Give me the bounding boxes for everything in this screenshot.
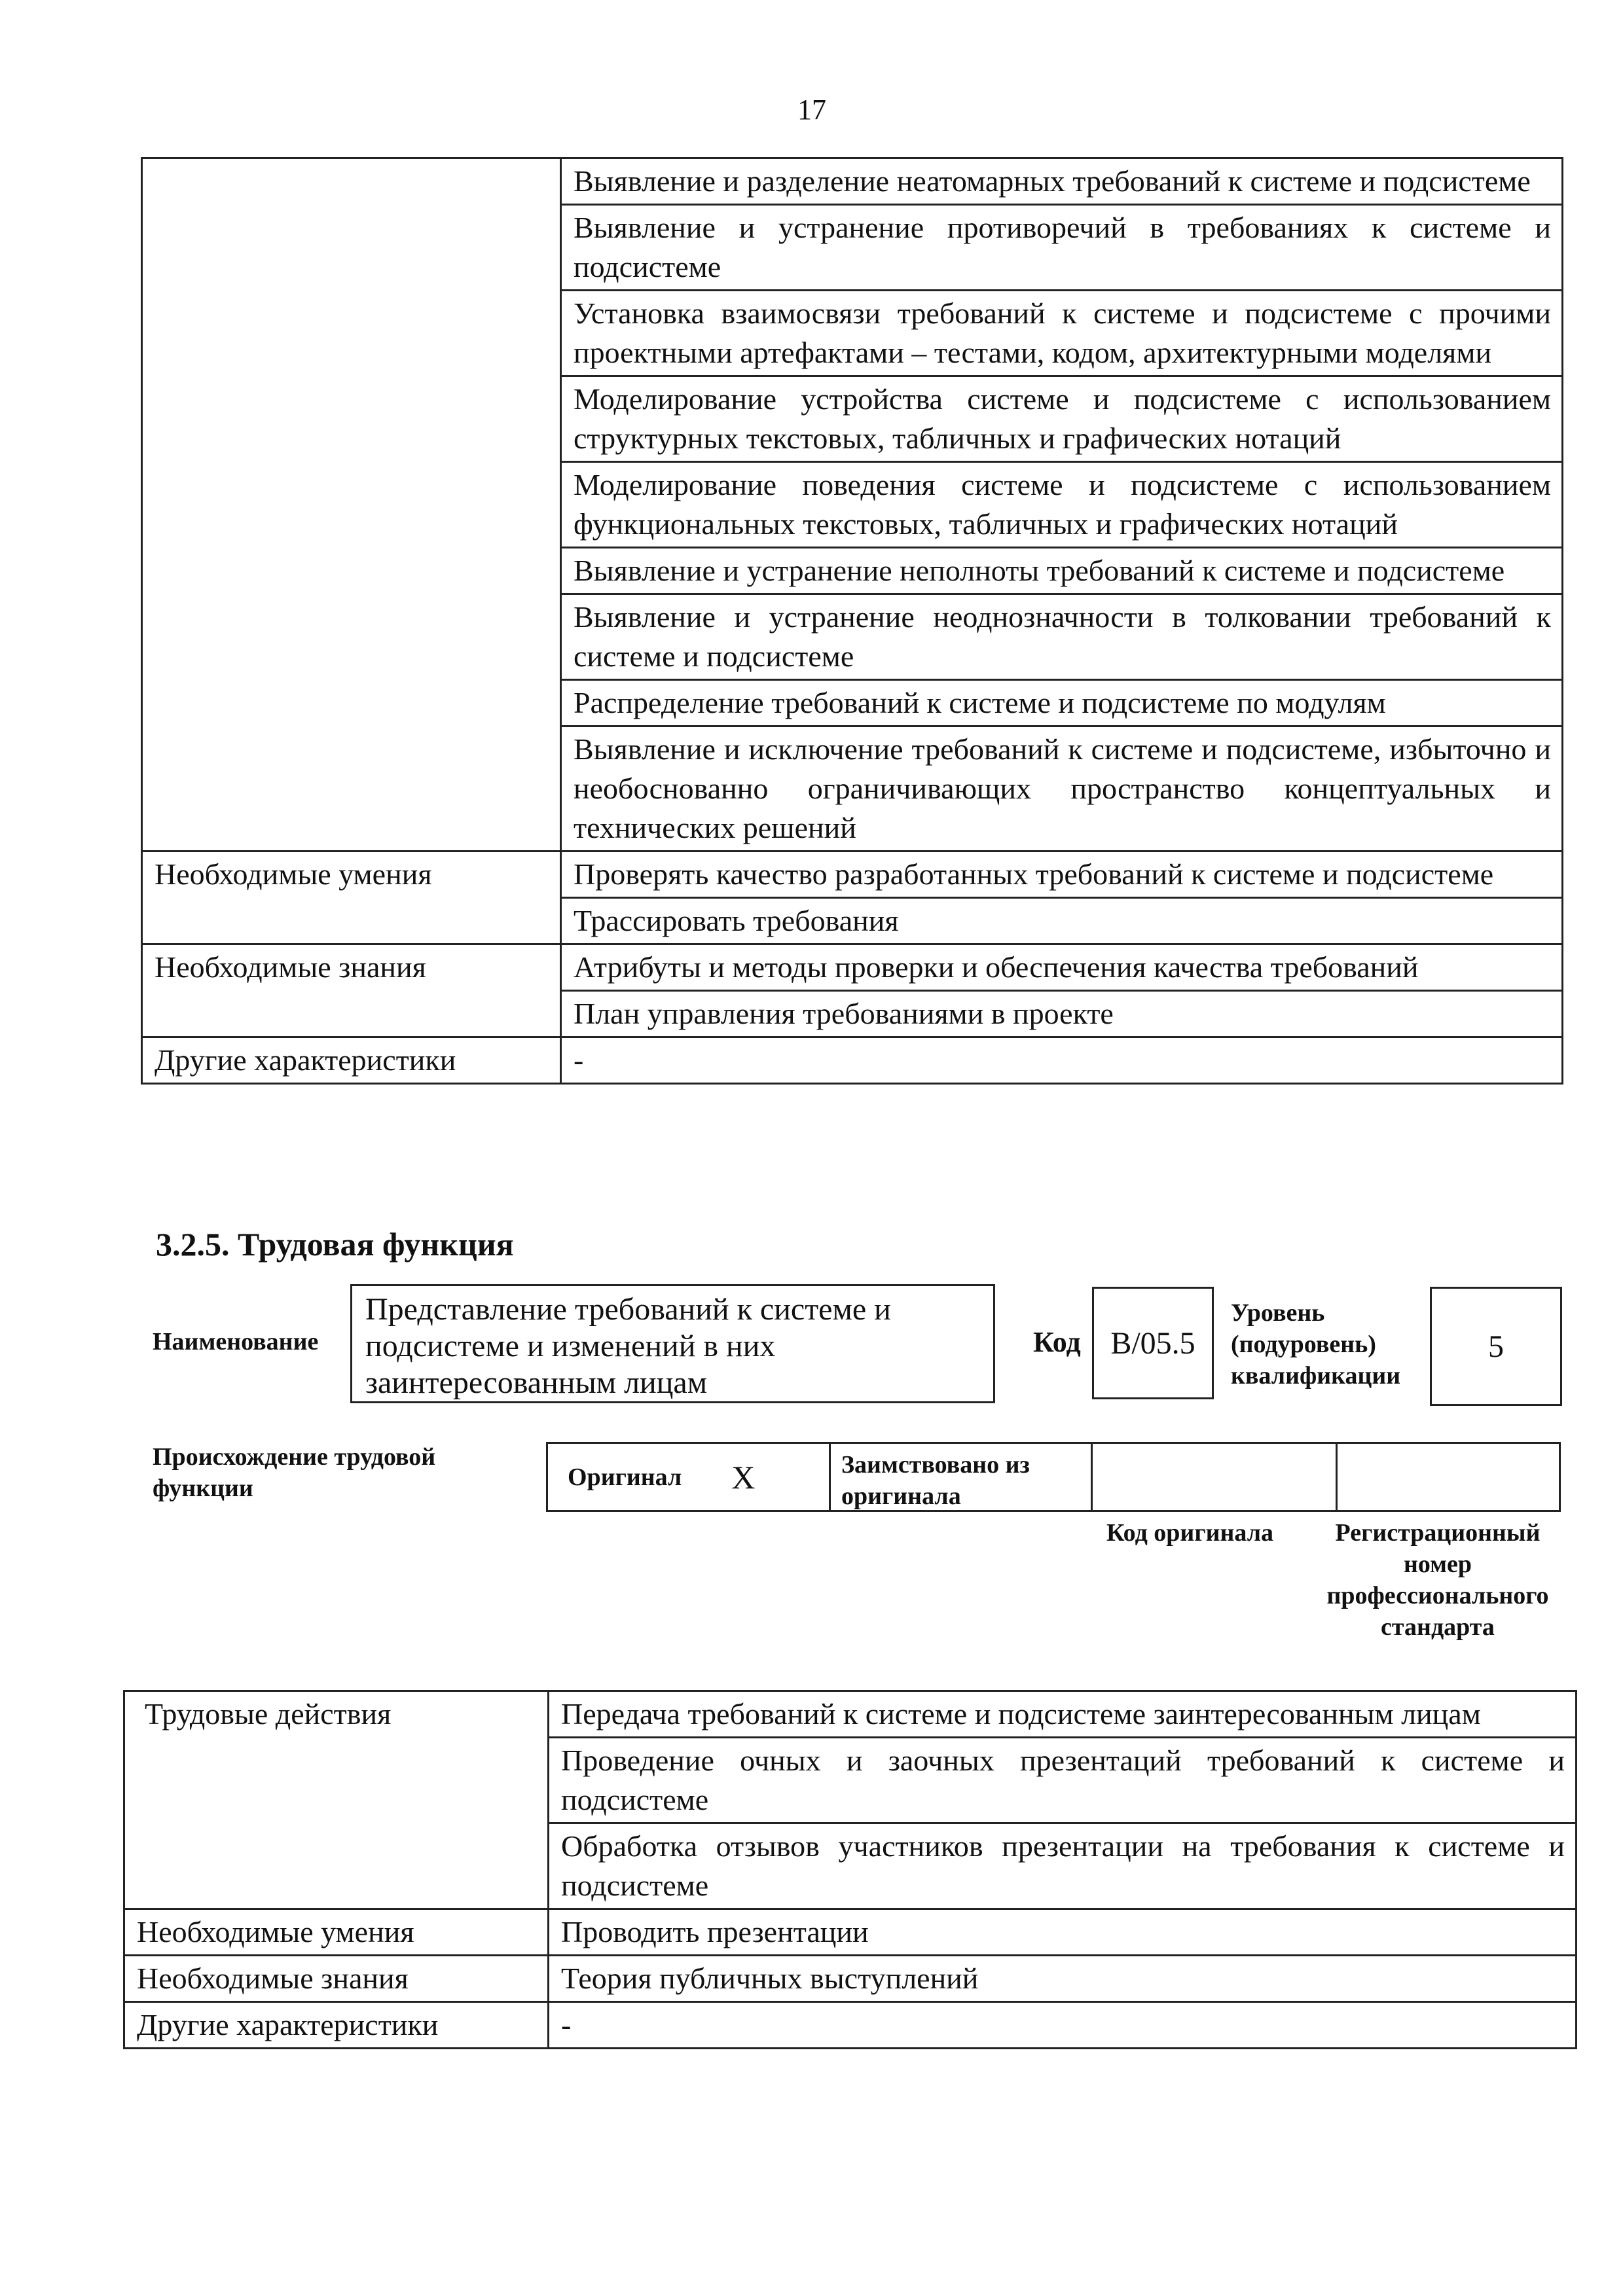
table-cell: Моделирование устройства системе и подсистеме с использованием структурных текстовых, табличных и графических нотаций <box>561 376 1563 462</box>
table-cell: Установка взаимосвязи требований к системе и подсистеме с прочими проектными артефактами – тестами, кодом, архитектурными моделями <box>561 291 1563 376</box>
row-label: Необходимые умения <box>142 852 561 944</box>
origin-original-label: Оригинал <box>568 1463 682 1491</box>
table-cell: Выявление и устранение неоднозначности в толковании требований к системе и подсистеме <box>561 594 1563 680</box>
level-label: Уровень (подуровень) квалификации <box>1231 1299 1401 1390</box>
origin-label: Происхождение трудовой функции <box>153 1443 436 1502</box>
page-number: 17 <box>797 94 826 126</box>
function-name-box <box>350 1284 995 1403</box>
table-cell: План управления требованиями в проекте <box>561 991 1563 1037</box>
name-label: Наименование <box>153 1328 319 1355</box>
table-row <box>124 2002 1577 2049</box>
row-label: Необходимые умения <box>124 1909 549 1956</box>
origin-original-cell <box>548 1444 831 1510</box>
code-box <box>1092 1287 1214 1399</box>
table-cell: Теория публичных выступлений <box>549 1956 1577 2002</box>
row-label: Другие характеристики <box>124 2002 549 2049</box>
level-box <box>1430 1287 1562 1406</box>
origin-mark: X <box>731 1458 756 1496</box>
original-code-caption: Код оригинала <box>1106 1519 1274 1547</box>
registration-number-caption: Регистрационный номер профессионального стандарта <box>1326 1519 1549 1641</box>
table-row <box>124 1909 1577 1956</box>
row-label: Необходимые знания <box>142 944 561 1037</box>
table-cell: Проверять качество разработанных требований к системе и подсистеме <box>561 852 1563 898</box>
origin-borrowed-label: Заимствовано из оригинала <box>841 1451 1030 1510</box>
origin-row <box>546 1442 1561 1512</box>
section-title: 3.2.5. Трудовая функция <box>156 1226 514 1263</box>
table-row <box>124 1691 1577 1738</box>
table-cell: Выявление и исключение требований к системе и подсистеме, избыточно и необоснованно ограничивающих пространство концептуальных и технических решений <box>561 726 1563 852</box>
row-label: Другие характеристики <box>142 1037 561 1084</box>
origin-borrowed-cell <box>831 1444 1093 1510</box>
row-label <box>142 158 561 852</box>
level-value: 5 <box>1488 1329 1504 1364</box>
table-row <box>142 1037 1563 1084</box>
table-cell: Передача требований к системе и подсистеме заинтересованным лицам <box>549 1691 1577 1738</box>
code-label: Код <box>1033 1326 1081 1358</box>
table-cell: Трассировать требования <box>561 898 1563 944</box>
table-cell: Моделирование поведения системе и подсистеме с использованием функциональных текстовых, табличных и графических нотаций <box>561 462 1563 548</box>
original-code-cell <box>1093 1444 1338 1510</box>
table-row <box>142 944 1563 991</box>
table-cell: Проведение очных и заочных презентаций требований к системе и подсистеме <box>549 1738 1577 1823</box>
table-cell: Распределение требований к системе и подсистеме по модулям <box>561 680 1563 726</box>
table-cell: - <box>561 1037 1563 1084</box>
code-value: B/05.5 <box>1110 1325 1195 1361</box>
table-row <box>124 1956 1577 2002</box>
registration-number-cell <box>1338 1444 1559 1510</box>
table-cell: - <box>549 2002 1577 2049</box>
requirements-table-continued <box>141 157 1563 1085</box>
labor-function-table <box>123 1690 1577 2049</box>
table-cell: Обработка отзывов участников презентации на требования к системе и подсистеме <box>549 1823 1577 1909</box>
row-label: Трудовые действия <box>124 1691 549 1909</box>
table-cell: Выявление и разделение неатомарных требований к системе и подсистеме <box>561 158 1563 205</box>
table-row <box>142 158 1563 205</box>
table-row <box>142 852 1563 898</box>
table-cell: Проводить презентации <box>549 1909 1577 1956</box>
table-cell: Атрибуты и методы проверки и обеспечения качества требований <box>561 944 1563 991</box>
row-label: Необходимые знания <box>124 1956 549 2002</box>
table-cell: Выявление и устранение противоречий в требованиях к системе и подсистеме <box>561 205 1563 291</box>
table-cell: Выявление и устранение неполноты требований к системе и подсистеме <box>561 548 1563 594</box>
function-name-value: Представление требований к системе и подсистеме и изменений в них заинтересованным лицам <box>365 1292 891 1400</box>
